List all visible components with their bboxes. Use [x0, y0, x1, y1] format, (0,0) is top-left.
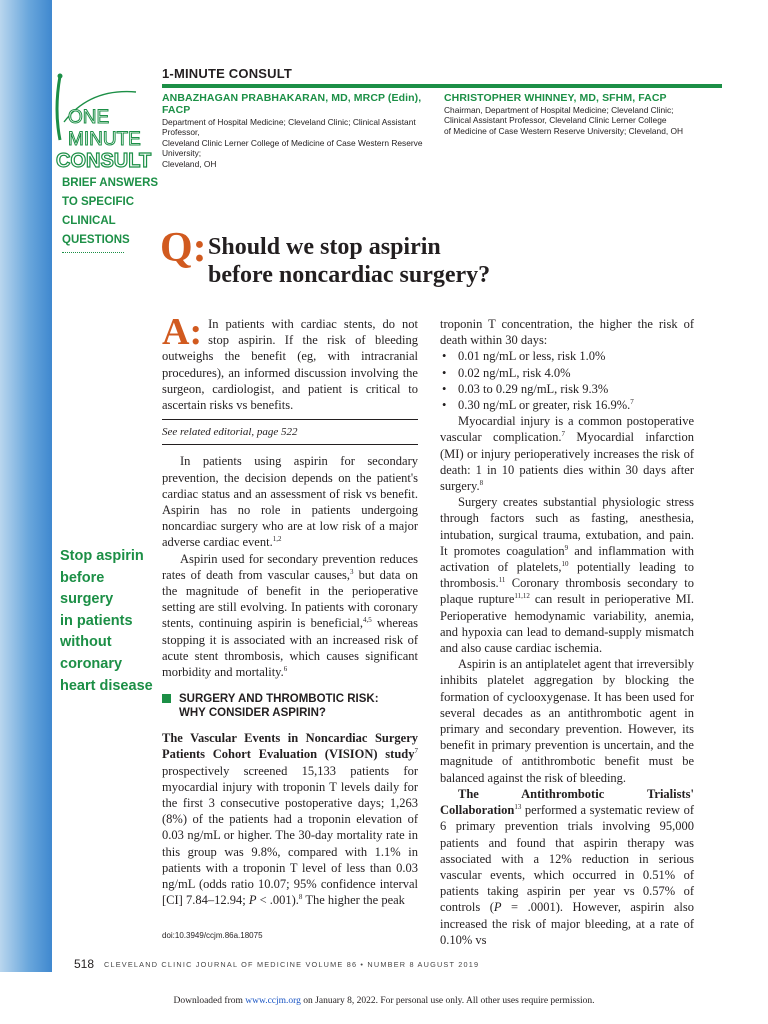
- body-text: whereas stopping it is associated with an increased risk of acute stent thrombosis, which causes significant morbidity and mortality.: [162, 616, 418, 680]
- reference-superscript: 4,5: [363, 616, 372, 625]
- reference-superscript: 7: [561, 430, 565, 439]
- body-paragraph: [440, 494, 694, 656]
- body-paragraph: [162, 551, 418, 681]
- affiliation-line: Clinical Assistant Professor, Cleveland Clinic Lerner College: [444, 115, 667, 126]
- p-value-symbol: P: [493, 900, 502, 915]
- list-item: • 0.03 to 0.29 ng/mL, risk 9.3%: [440, 381, 694, 397]
- doi-text: doi:10.3949/ccjm.86a.18075: [162, 931, 263, 940]
- list-item: [440, 397, 694, 413]
- section-heading-line: SURGERY AND THROMBOTIC RISK:: [179, 693, 379, 706]
- body-text: Coronary thrombosis secondary to plaque rupture: [440, 576, 694, 607]
- section-square-icon: [162, 694, 171, 703]
- download-notice: [0, 996, 768, 1006]
- body-text: = .0001). However, aspirin also increased the risk of major bleeding, at a rate of 0.10% vs: [440, 900, 695, 947]
- pull-quote-line: heart disease: [60, 677, 153, 694]
- journal-footer: CLEVELAND CLINIC JOURNAL OF MEDICINE VOLUME 86 • NUMBER 8 AUGUST 2019: [104, 960, 480, 969]
- pull-quote-line: Stop aspirin: [60, 548, 144, 564]
- list-item: • 0.02 ng/mL, risk 4.0%: [440, 365, 694, 381]
- body-paragraph: [162, 730, 418, 908]
- download-text: on January 8, 2022. For personal use only. All other uses require permission.: [300, 996, 595, 1006]
- list-item-text: 0.30 ng/mL or greater, risk 16.9%.: [458, 398, 631, 413]
- body-text: Aspirin used for secondary prevention reduces rates of death from vascular causes,: [162, 551, 418, 582]
- sidebar-heading-line: CLINICAL: [62, 215, 116, 227]
- list-item: • 0.01 ng/mL or less, risk 1.0%: [440, 348, 694, 364]
- left-column: [162, 311, 418, 909]
- pull-quote-line: before surgery: [60, 569, 114, 608]
- body-paragraph: [440, 786, 694, 948]
- reference-superscript: 3: [350, 567, 354, 576]
- author-block-2: [444, 92, 724, 136]
- reference-superscript: 13: [514, 803, 522, 812]
- body-text: Surgery creates substantial physiologic stress through factors such as fasting, anesthesia, intubation, surgical trauma, extubation, and pain. It promotes coagulation: [440, 495, 694, 558]
- author-affiliation: [444, 105, 724, 136]
- body-paragraph: [162, 453, 418, 550]
- section-heading-line: WHY CONSIDER ASPIRIN?: [179, 707, 326, 720]
- reference-superscript: 1,2: [272, 535, 282, 544]
- logo-text-minute: MINUTE: [68, 129, 141, 150]
- sidebar-heading-line: TO SPECIFIC: [62, 196, 134, 208]
- reference-superscript: 8: [298, 893, 303, 902]
- author-block-1: [162, 92, 432, 169]
- left-blue-band: [0, 0, 52, 972]
- body-paragraph: [440, 413, 694, 494]
- pull-quote-line: without: [60, 634, 112, 651]
- body-text: < .001).: [256, 893, 299, 908]
- reference-superscript: 7: [414, 747, 418, 756]
- reference-superscript: 10: [561, 560, 569, 569]
- body-text: Myocardial infarction (MI) or injury perioperatively increases the risk of death: 1 in 10 patients dies within 30 days after surgery.: [440, 430, 694, 494]
- pull-quote-line: in patients: [60, 612, 133, 629]
- body-text: and inflammation with activation of platelets,: [440, 543, 694, 575]
- risk-bullet-list: [440, 348, 694, 413]
- body-text: The higher the peak: [302, 893, 405, 908]
- header-rule: [162, 84, 722, 88]
- sidebar-heading: [62, 174, 162, 250]
- section-title: 1-MINUTE CONSULT: [162, 66, 293, 81]
- affiliation-line: of Medicine of Case Western Reserve University; Cleveland, OH: [444, 125, 684, 136]
- author-affiliation: [162, 117, 432, 169]
- question-title-line-2: before noncardiac surgery?: [208, 262, 491, 288]
- study-name: The Antithrombotic Trialists' Collaboration: [440, 786, 694, 818]
- answer-paragraph: [162, 311, 418, 413]
- body-text: Myocardial injury is a common postoperative vascular complication.: [440, 414, 694, 445]
- ccjm-link[interactable]: www.ccjm.org: [245, 996, 301, 1006]
- body-paragraph: Aspirin is an antiplatelet agent that irreversibly inhibits platelet aggregation by blocking the formation of cyclooxygenase. It has been used for several decades as an antithrombotic agent in primary and secondary prevention. However, its benefit in primary prevention is uncertain, and the magnitude of antithrombotic benefit must be balanced against the risk of bleeding.: [440, 657, 694, 785]
- body-text: potentially leading to thrombosis.: [440, 560, 694, 591]
- body-paragraph: troponin T concentration, the higher the risk of death within 30 days:: [440, 317, 694, 348]
- body-text: In patients using aspirin for secondary prevention, the decision depends on the patient's cardiac status and an assessment of risk vs benefit. Aspirin has no role in patients undergoing noncardiac surgery who are at low risk of a major adverse cardiac event.: [162, 454, 418, 550]
- logo-text-consult: CONSULT: [56, 150, 152, 172]
- affiliation-line: Department of Hospital Medicine; Cleveland Clinic; Clinical Assistant Professor,: [162, 117, 416, 138]
- question-title-line-1: Should we stop aspirin: [208, 234, 441, 260]
- see-related-editorial: See related editorial, page 522: [162, 419, 418, 445]
- author-name: ANBAZHAGAN PRABHAKARAN, MD, MRCP (Edin), FACP: [162, 92, 422, 116]
- right-column: [440, 316, 694, 948]
- page-number: 518: [74, 957, 95, 971]
- author-name: CHRISTOPHER WHINNEY, MD, SFHM, FACP: [444, 92, 667, 104]
- body-text: can result in perioperative MI. Perioperative hemodynamic variability, anemia, and hypoxia can lead to demand-supply mismatch and also cause cardiac ischemia.: [440, 592, 694, 656]
- sidebar-heading-line: QUESTIONS: [62, 234, 130, 246]
- affiliation-line: Cleveland Clinic Lerner College of Medicine of Case Western Reserve University;: [162, 137, 423, 159]
- reference-superscript: 7: [630, 398, 634, 407]
- one-minute-consult-logo: [50, 70, 168, 174]
- body-text: performed a systematic review of 6 primary prevention trials involving 95,000 patients and found that aspirin therapy was associated with a 12% reduction in serious vascular events, which occurred in 0.51% of patients taking aspirin per year vs 0.57% of controls (: [440, 803, 694, 915]
- reference-superscript: 9: [564, 543, 569, 552]
- reference-superscript: 8: [479, 479, 484, 488]
- sidebar-heading-line: BRIEF ANSWERS: [62, 177, 159, 189]
- logo-text-one: ONE: [68, 107, 110, 128]
- body-text: prospectively screened 15,133 patients for myocardial injury with troponin T levels daily for the first 3 consecutive postoperative days; 1,263 (8%) of the patients had a troponin elevation of 0.03 ng/mL or higher. The 30-day mortality rate in this group was 9.8%, compared with 1.1% in patients with a troponin T level of less than 0.03 ng/mL (odds ratio 10.07; 95% confidence interval [CI] 7.84–12.94;: [162, 763, 418, 908]
- p-value-symbol: P: [248, 893, 257, 908]
- affiliation-line: Chairman, Department of Hospital Medicine; Cleveland Clinic;: [444, 105, 674, 115]
- body-text: but data on the magnitude of benefit in the perioperative setting are still evolving. In patients with coronary stents, continuing aspirin is beneficial,: [162, 567, 418, 631]
- reference-superscript: 6: [283, 665, 288, 674]
- reference-superscript: 11,12: [514, 592, 530, 601]
- pull-quote: [60, 546, 156, 697]
- reference-superscript: 11: [498, 576, 506, 585]
- study-name: The Vascular Events in Noncardiac Surgery Patients Cohort Evaluation (VISION) study: [162, 731, 418, 762]
- answer-mark-label: A:: [162, 311, 203, 353]
- question-mark-label: Q:: [160, 225, 207, 271]
- section-heading: [162, 692, 418, 720]
- pull-quote-line: coronary: [60, 655, 123, 672]
- answer-text: In patients with cardiac stents, do not stop aspirin. If the risk of bleeding outweighs the benefit (eg, with intracranial procedures), an informed discussion involving the surgeon, cardiologist, and patient is critical to ascertain risks vs benefits.: [162, 317, 418, 413]
- affiliation-line: Cleveland, OH: [162, 158, 217, 169]
- sidebar-dotted-divider: [62, 252, 124, 253]
- download-text: Downloaded from: [173, 996, 246, 1006]
